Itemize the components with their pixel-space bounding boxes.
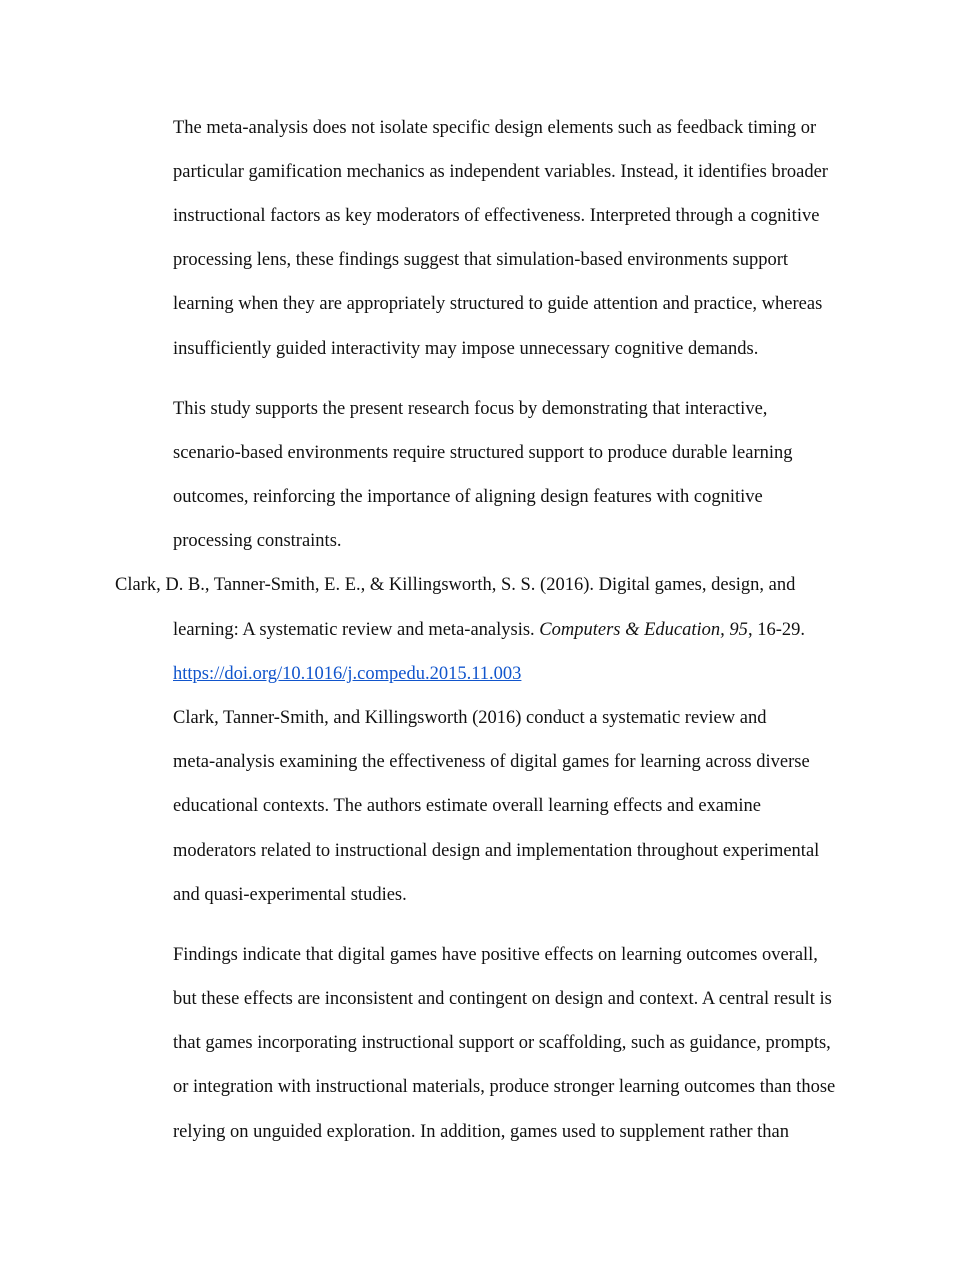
reference-title-tail: learning: A systematic review and meta-analysis. xyxy=(173,620,540,640)
paragraph-4-line-4: or integration with instructional materials, produce stronger learning outcomes than those xyxy=(173,1077,836,1097)
paragraph-4-line-3: that games incorporating instructional support or scaffolding, such as guidance, prompts, xyxy=(173,1033,831,1053)
paragraph-1-line-1: The meta-analysis does not isolate specific design elements such as feedback timing or xyxy=(173,118,817,138)
paragraph-4-line-1: Findings indicate that digital games have positive effects on learning outcomes overall, xyxy=(173,945,818,965)
paragraph-2-line-1: This study supports the present research focus by demonstrating that interactive, xyxy=(173,399,768,419)
paragraph-3-line-1: Clark, Tanner-Smith, and Killingsworth (2016) conduct a systematic review and xyxy=(173,708,767,728)
reference-line-2 xyxy=(173,618,805,642)
paragraph-1-line-3: instructional factors as key moderators of effectiveness. Interpreted through a cognitive xyxy=(173,206,820,226)
paragraph-3-line-4: moderators related to instructional design and implementation throughout experimental xyxy=(173,841,820,861)
paragraph-3-line-5: and quasi-experimental studies. xyxy=(173,885,407,905)
paragraph-2-line-4: processing constraints. xyxy=(173,531,342,551)
paragraph-2-line-3: outcomes, reinforcing the importance of aligning design features with cognitive xyxy=(173,487,763,507)
reference-line-1: Clark, D. B., Tanner-Smith, E. E., & Killingsworth, S. S. (2016). Digital games, design, and xyxy=(115,575,796,595)
reference-doi-line xyxy=(173,662,521,686)
paragraph-1-line-4: processing lens, these findings suggest that simulation-based environments support xyxy=(173,250,789,270)
paragraph-3-line-3: educational contexts. The authors estimate overall learning effects and examine xyxy=(173,796,762,816)
paragraph-1-line-2: particular gamification mechanics as independent variables. Instead, it identifies broader xyxy=(173,162,828,182)
paragraph-4-line-5: relying on unguided exploration. In addition, games used to supplement rather than xyxy=(173,1122,790,1142)
reference-pages: , 16-29. xyxy=(747,620,805,640)
paragraph-3-line-2: meta-analysis examining the effectiveness of digital games for learning across diverse xyxy=(173,752,810,772)
paragraph-2-line-2: scenario-based environments require structured support to produce durable learning xyxy=(173,443,793,463)
paragraph-1-line-6: insufficiently guided interactivity may impose unnecessary cognitive demands. xyxy=(173,339,759,359)
paragraph-1-line-5: learning when they are appropriately structured to guide attention and practice, whereas xyxy=(173,294,823,314)
doi-link[interactable]: https://doi.org/10.1016/j.compedu.2015.11.003 xyxy=(173,664,522,684)
paragraph-4-line-2: but these effects are inconsistent and contingent on design and context. A central result is xyxy=(173,989,832,1009)
reference-journal: Computers & Education, 95 xyxy=(539,620,748,640)
